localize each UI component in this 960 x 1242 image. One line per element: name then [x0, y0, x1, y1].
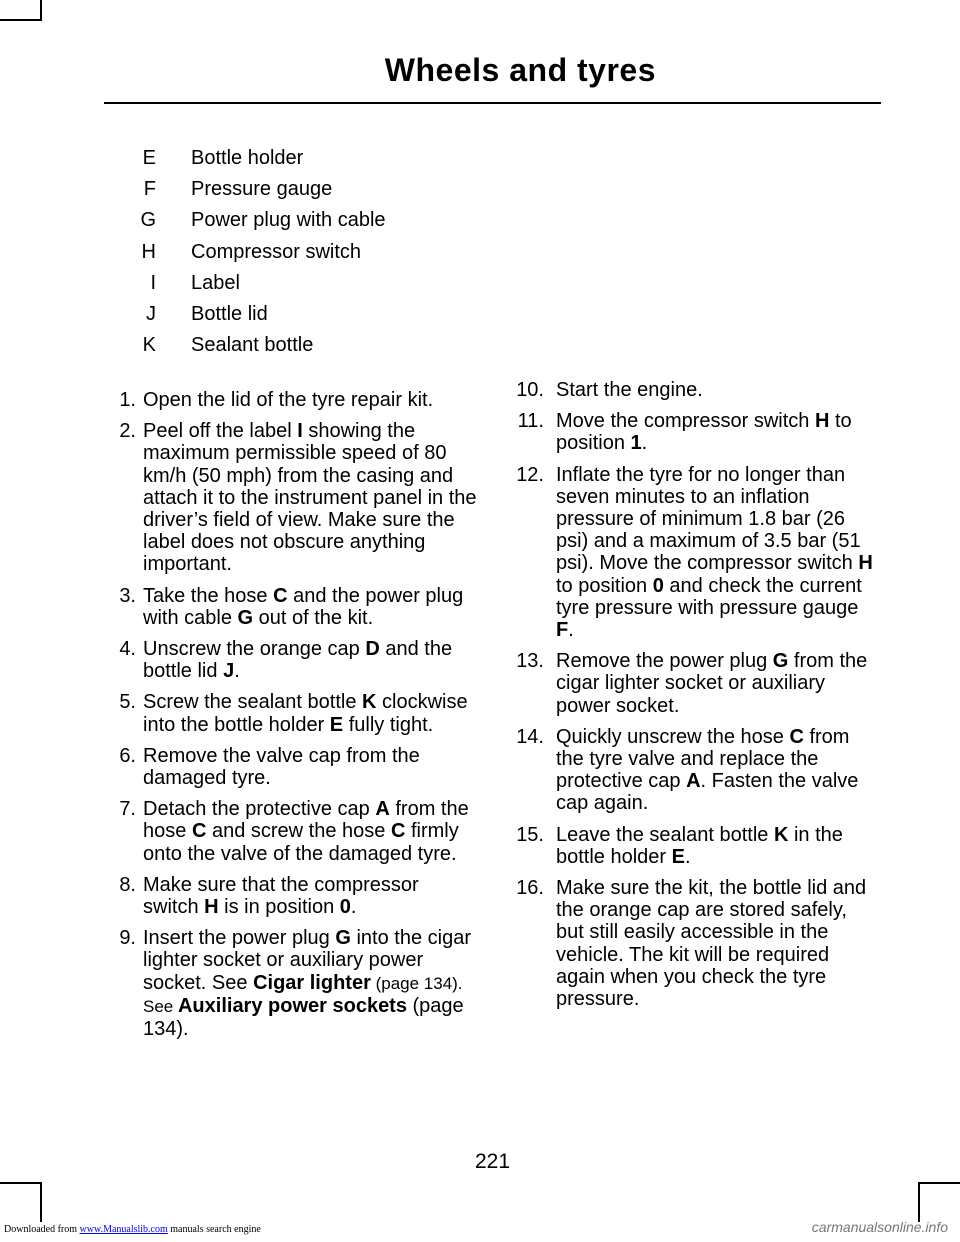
ref-letter: G — [772, 650, 789, 673]
ref-letter: A — [375, 798, 390, 821]
step-text: Make sure that the compressor switch H is in position 0. — [143, 873, 419, 919]
ref-letter: K — [773, 823, 789, 846]
ref-letter: 0 — [339, 896, 351, 919]
page-title: Wheels and tyres — [384, 52, 656, 88]
step-text: Open the lid of the tyre repair kit. — [143, 389, 434, 411]
component-legend — [104, 147, 386, 365]
crop-mark-bottom-right-v — [918, 1182, 920, 1222]
legend-item — [104, 303, 386, 334]
step-10 — [509, 379, 879, 401]
legend-text: Bottle lid — [191, 302, 268, 325]
step-text: Unscrew the orange cap D and the bottle lid J. — [143, 638, 453, 683]
step-number: 2. — [119, 420, 136, 443]
legend-letter: F — [143, 178, 156, 201]
step-number: 1. — [119, 389, 136, 411]
step-14 — [509, 726, 879, 815]
legend-item — [104, 334, 386, 365]
step-text: Remove the power plug G from the cigar lighter socket or auxiliary power socket. — [556, 650, 868, 717]
legend-letter: J — [146, 302, 156, 325]
legend-letter: K — [142, 334, 156, 357]
step-15 — [509, 824, 879, 868]
step-text: Inflate the tyre for no longer than seven minutes to an inflation pressure of minimum 1.8 bar (26 psi) and a maximum of 3.5 bar (51 psi). Move the compressor switch H to position 0 and check the current tyre pressure with pressure gauge F. — [556, 463, 873, 642]
step-text: Move the compressor switch H to position 1. — [556, 410, 852, 455]
step-text: Screw the sealant bottle K clockwise into the bottle holder E fully tight. — [143, 691, 468, 736]
step-number: 5. — [119, 691, 136, 714]
steps-right-column — [509, 379, 879, 1019]
auxiliary-power-sockets-link[interactable]: Auxiliary power sockets — [177, 994, 407, 1017]
ref-letter: C — [390, 820, 406, 843]
legend-item — [104, 178, 386, 209]
step-number: 7. — [119, 798, 136, 821]
step-8 — [104, 874, 479, 918]
ref-letter: C — [191, 820, 207, 843]
step-9 — [104, 927, 479, 1040]
ref-letter: C — [273, 584, 288, 607]
crop-mark-bottom-left-h — [0, 1182, 42, 1184]
ref-letter: H — [858, 552, 873, 575]
legend-item — [104, 272, 386, 303]
legend-letter: E — [142, 147, 156, 169]
ref-letter: 1 — [630, 432, 642, 455]
ref-letter: F — [556, 619, 569, 642]
step-text: Make sure the kit, the bottle lid and the orange cap are stored safely, but still easily accessible in the vehicle. The kit will be required again when you check the tyre pressure. — [556, 877, 867, 1011]
step-1 — [104, 389, 479, 411]
ref-letter: C — [789, 725, 804, 748]
step-number: 11. — [517, 410, 544, 433]
legend-item — [104, 241, 386, 272]
step-number: 3. — [119, 584, 136, 607]
step-12 — [509, 464, 879, 642]
step-16 — [509, 877, 879, 1010]
step-text: Detach the protective cap A from the hose C and screw the hose C firmly onto the valve of the damaged tyre. — [143, 798, 469, 865]
ref-letter: 0 — [652, 574, 664, 597]
step-5 — [104, 691, 479, 735]
watermark-text: carmanualsonline.info — [811, 1219, 948, 1235]
legend-item — [104, 209, 386, 240]
steps-left-column — [104, 389, 479, 1049]
step-number: 9. — [119, 927, 136, 950]
ref-letter: H — [204, 896, 219, 919]
crop-mark-bottom-right-h — [918, 1182, 960, 1184]
ref-letter: K — [362, 691, 377, 714]
legend-letter: H — [141, 240, 156, 263]
step-text: Take the hose C and the power plug with cable G out of the kit. — [143, 584, 464, 629]
ref-letter: I — [297, 420, 303, 443]
step-4 — [104, 638, 479, 682]
crop-mark-top-left-v — [40, 0, 42, 20]
legend-text: Pressure gauge — [191, 178, 333, 201]
manualslib-link[interactable]: www.Manualslib.com — [79, 1224, 168, 1235]
ref-letter: J — [223, 660, 235, 683]
legend-text: Bottle holder — [191, 147, 304, 169]
step-text: Leave the sealant bottle K in the bottle holder E. — [556, 823, 843, 868]
step-number: 4. — [119, 638, 136, 661]
ref-letter: E — [671, 845, 685, 868]
step-2 — [104, 420, 479, 575]
step-text: Insert the power plug G into the cigar lighter socket or auxiliary power socket. See Cigar lighter (page 134). See Auxiliary power sockets (page 134). — [143, 927, 471, 1041]
ref-letter: A — [686, 770, 701, 793]
step-number: 14. — [516, 725, 544, 748]
page-number: 221 — [475, 1150, 511, 1173]
step-7 — [104, 798, 479, 865]
step-6 — [104, 745, 479, 789]
legend-letter: G — [140, 209, 156, 232]
step-number: 16. — [516, 877, 544, 900]
ref-letter: E — [329, 713, 344, 736]
step-number: 10. — [516, 379, 544, 401]
ref-letter: G — [237, 606, 254, 629]
step-number: 12. — [516, 463, 544, 486]
legend-text: Label — [191, 271, 240, 294]
ref-letter: H — [814, 410, 830, 433]
ref-letter: G — [335, 927, 351, 950]
step-text: Start the engine. — [556, 379, 703, 401]
step-text: Peel off the label I showing the maximum permissible speed of 80 km/h (50 mph) from the casing and attach it to the instrument panel in the driver’s field of view. Make sure the label does not obscure anything important. — [143, 420, 477, 576]
legend-letter: I — [150, 271, 156, 294]
legend-text: Power plug with cable — [191, 209, 386, 232]
step-3 — [104, 585, 479, 629]
step-13 — [509, 650, 879, 717]
step-number: 8. — [119, 873, 136, 896]
download-footer: Downloaded from www.Manualslib.com manuals search engine — [4, 1224, 261, 1235]
step-text: Remove the valve cap from the damaged tyre. — [143, 744, 420, 790]
step-11 — [509, 410, 879, 454]
cigar-lighter-link[interactable]: Cigar lighter — [253, 971, 371, 994]
crop-mark-bottom-left-v — [40, 1182, 42, 1222]
legend-item — [104, 147, 386, 178]
step-number: 6. — [119, 744, 136, 767]
legend-text: Compressor switch — [191, 240, 362, 263]
step-number: 13. — [516, 650, 544, 673]
title-rule — [104, 102, 881, 104]
step-text: Quickly unscrew the hose C from the tyre valve and replace the protective cap A. Fasten the valve cap again. — [556, 725, 859, 815]
crop-mark-top-left-h — [0, 19, 42, 21]
legend-text: Sealant bottle — [191, 334, 314, 357]
ref-letter: D — [365, 638, 380, 661]
step-number: 15. — [516, 823, 544, 846]
